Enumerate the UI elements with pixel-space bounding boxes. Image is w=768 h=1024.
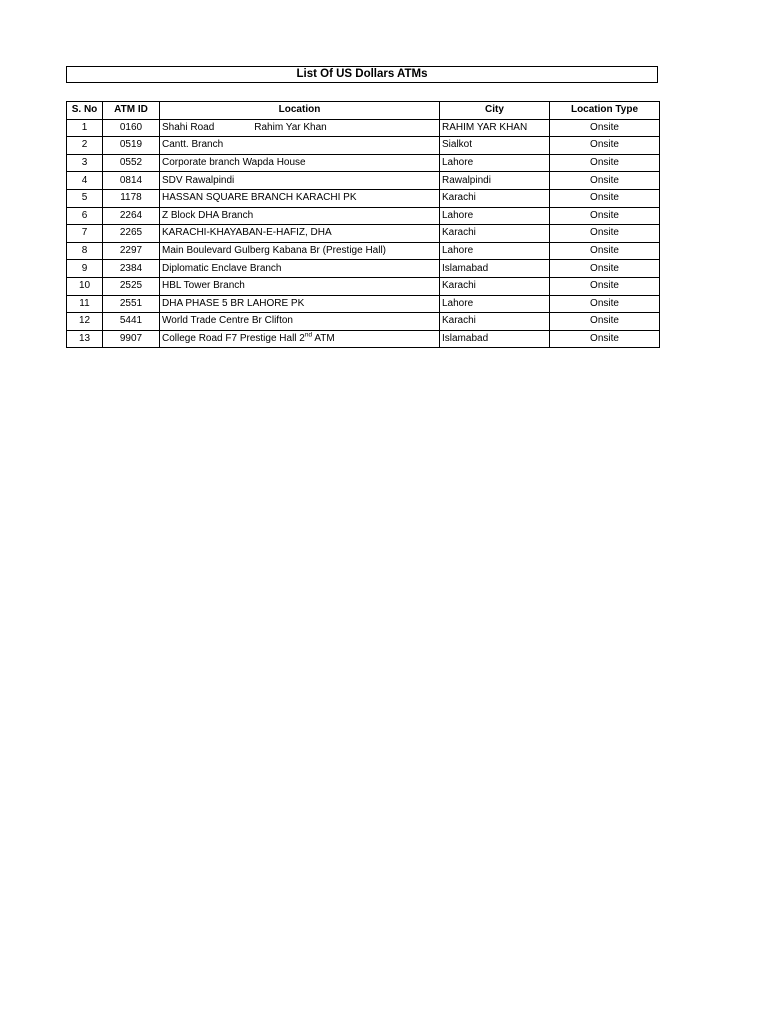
cell-sno: 1 [67, 119, 103, 137]
table-row [67, 295, 660, 313]
cell-location-type: Onsite [550, 137, 660, 155]
location-ordinal-suffix: nd [304, 331, 313, 339]
cell-city: Lahore [440, 207, 550, 225]
table-row [67, 313, 660, 331]
cell-atm-id: 2264 [103, 207, 160, 225]
column-header-city: City [440, 102, 550, 120]
cell-location [160, 242, 440, 260]
cell-location [160, 154, 440, 172]
table-row [67, 119, 660, 137]
cell-location-type: Onsite [550, 189, 660, 207]
table-row [67, 137, 660, 155]
location-text: Diplomatic Enclave Branch [162, 262, 282, 274]
cell-location [160, 119, 440, 137]
table-row [67, 260, 660, 278]
cell-atm-id: 2265 [103, 225, 160, 243]
cell-atm-id: 2551 [103, 295, 160, 313]
table-row [67, 207, 660, 225]
cell-city: Karachi [440, 277, 550, 295]
cell-atm-id: 0160 [103, 119, 160, 137]
cell-location-type: Onsite [550, 154, 660, 172]
cell-sno: 6 [67, 207, 103, 225]
cell-city: Sialkot [440, 137, 550, 155]
cell-location-type: Onsite [550, 172, 660, 190]
cell-sno: 13 [67, 330, 103, 348]
atm-table [66, 101, 660, 348]
cell-atm-id: 5441 [103, 313, 160, 331]
cell-atm-id: 2384 [103, 260, 160, 278]
cell-location-type: Onsite [550, 207, 660, 225]
cell-city: Lahore [440, 154, 550, 172]
location-text: Corporate branch Wapda House [162, 157, 306, 169]
cell-location [160, 189, 440, 207]
location-text: DHA PHASE 5 BR LAHORE PK [162, 297, 305, 309]
cell-city: Lahore [440, 295, 550, 313]
location-text: HASSAN SQUARE BRANCH KARACHI PK [162, 192, 357, 204]
table-row [67, 189, 660, 207]
cell-sno: 11 [67, 295, 103, 313]
column-header-atm-id: ATM ID [103, 102, 160, 120]
cell-location-type: Onsite [550, 330, 660, 348]
cell-location-type: Onsite [550, 225, 660, 243]
location-text: Main Boulevard Gulberg Kabana Br (Prestige Hall) [162, 245, 386, 257]
cell-location [160, 277, 440, 295]
cell-location [160, 225, 440, 243]
table-row [67, 330, 660, 348]
location-text: SDV Rawalpindi [162, 174, 235, 186]
cell-sno: 8 [67, 242, 103, 260]
cell-sno: 7 [67, 225, 103, 243]
location-text: HBL Tower Branch [162, 280, 245, 292]
column-header-sno: S. No [67, 102, 103, 120]
cell-sno: 3 [67, 154, 103, 172]
cell-location-type: Onsite [550, 260, 660, 278]
cell-location [160, 260, 440, 278]
cell-location [160, 313, 440, 331]
cell-location [160, 295, 440, 313]
table-row [67, 172, 660, 190]
cell-atm-id: 0552 [103, 154, 160, 172]
cell-location-type: Onsite [550, 295, 660, 313]
location-text: KARACHI-KHAYABAN-E-HAFIZ, DHA [162, 227, 332, 239]
cell-atm-id: 2297 [103, 242, 160, 260]
cell-sno: 2 [67, 137, 103, 155]
column-header-location-type: Location Type [550, 102, 660, 120]
location-extra-text: Rahim Yar Khan [254, 121, 327, 133]
cell-city: Lahore [440, 242, 550, 260]
cell-atm-id: 0814 [103, 172, 160, 190]
cell-city: Rawalpindi [440, 172, 550, 190]
cell-sno: 12 [67, 313, 103, 331]
cell-sno: 10 [67, 277, 103, 295]
column-header-location: Location [160, 102, 440, 120]
cell-atm-id: 1178 [103, 189, 160, 207]
cell-sno: 5 [67, 189, 103, 207]
table-row [67, 277, 660, 295]
cell-location-type: Onsite [550, 119, 660, 137]
cell-location [160, 207, 440, 225]
cell-location-type: Onsite [550, 277, 660, 295]
cell-sno: 4 [67, 172, 103, 190]
cell-city: Islamabad [440, 330, 550, 348]
cell-city: Karachi [440, 189, 550, 207]
location-text: Z Block DHA Branch [162, 209, 254, 221]
cell-location-type: Onsite [550, 242, 660, 260]
cell-location [160, 330, 440, 348]
cell-atm-id: 2525 [103, 277, 160, 295]
cell-city: Karachi [440, 225, 550, 243]
location-text: Cantt. Branch [162, 139, 224, 151]
table-row [67, 154, 660, 172]
table-header-row [67, 102, 660, 120]
cell-location [160, 172, 440, 190]
cell-city: Karachi [440, 313, 550, 331]
table-body [67, 119, 660, 348]
location-text: World Trade Centre Br Clifton [162, 315, 293, 327]
cell-sno: 9 [67, 260, 103, 278]
cell-city: Islamabad [440, 260, 550, 278]
table-row [67, 225, 660, 243]
cell-atm-id: 0519 [103, 137, 160, 155]
location-tail-text: ATM [312, 333, 335, 345]
location-text: College Road F7 Prestige Hall 2 [162, 333, 305, 345]
cell-city: RAHIM YAR KHAN [440, 119, 550, 137]
cell-location [160, 137, 440, 155]
cell-location-type: Onsite [550, 313, 660, 331]
page-title: List Of US Dollars ATMs [66, 66, 658, 83]
cell-atm-id: 9907 [103, 330, 160, 348]
location-text: Shahi Road [162, 121, 215, 133]
table-row [67, 242, 660, 260]
